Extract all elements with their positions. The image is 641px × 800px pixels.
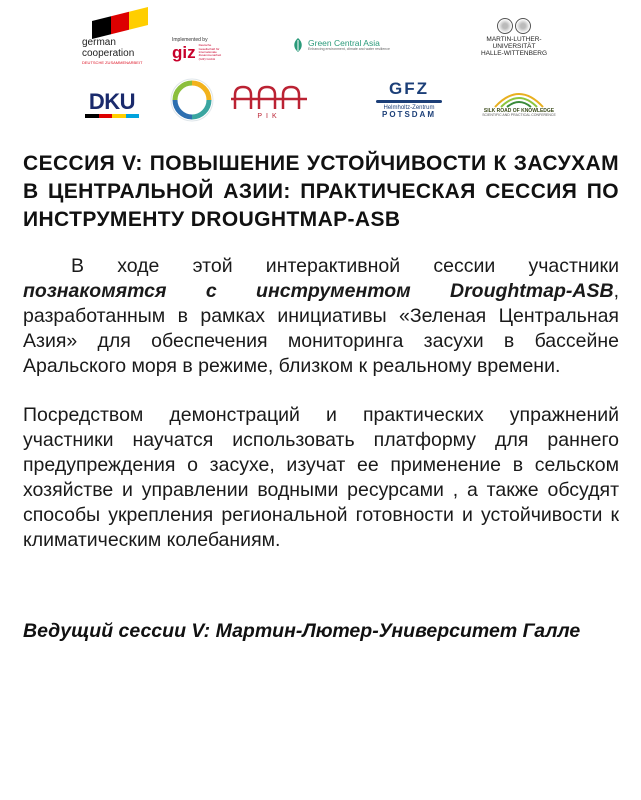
mlu-line1: MARTIN-LUTHER- (486, 36, 542, 44)
german-cooperation-line1: german (82, 37, 116, 49)
ring-emblem-icon (169, 77, 215, 123)
paragraph1-emphasis: познакомятся с инструментом Droughtmap-ASB (23, 280, 614, 302)
silk-road-sub: SCIENTIFIC AND PRACTICAL CONFERENCE (482, 112, 556, 117)
gfz-line2: Helmholtz-Zentrum (383, 105, 435, 112)
sunrise-icon (489, 87, 549, 109)
pik-logo (230, 78, 308, 124)
giz-subtext: Deutsche Gesellschaft für Internationale Zusammenarbeit (GIZ) GmbH (198, 43, 222, 61)
session-title: СЕССИЯ V: ПОВЫШЕНИЕ УСТОЙЧИВОСТИ К ЗАСУХАМ В ЦЕНТРАЛЬНОЙ АЗИИ: ПРАКТИЧЕСКАЯ СЕССИЯ ПО ИНСТРУМЕНТУ DROUGHTMAP-ASB (23, 152, 619, 231)
giz-implemented-by: Implemented by (172, 37, 208, 44)
silk-road-logo (476, 80, 562, 124)
dku-logo (82, 84, 142, 124)
green-central-asia-name: Green Central Asia (308, 37, 380, 48)
german-cooperation-logo (82, 14, 168, 66)
mlu-line3: HALLE-WITTENBERG (480, 49, 548, 57)
mlu-line2: UNIVERSITÄT (492, 43, 536, 51)
german-cooperation-line2: cooperation (82, 47, 135, 59)
gfz-logo (374, 74, 444, 126)
pik-arches-icon (231, 81, 307, 111)
german-flag-icon (92, 7, 148, 39)
pik-wordmark: PIK (257, 113, 281, 121)
gfz-line3: POTSDAM (382, 110, 436, 120)
dku-wordmark: DKU (88, 88, 136, 114)
dku-color-bar (85, 114, 139, 118)
session-activities-paragraph: Посредством демонстраций и практических упражнений участники научатся использовать платформу для раннего предупреждения о засухе, изучат ее применение в сельском хозяйстве и управлении водными ресурсами , а также обсудят способы укрепления региональной готовности и устойчивости к климатическим колебаниям. (23, 404, 619, 551)
leaf-icon (292, 37, 304, 53)
university-seal-icon (497, 18, 531, 34)
silk-road-name: SILK ROAD OF KNOWLEDGE (483, 107, 555, 114)
giz-wordmark: giz (172, 42, 196, 62)
paragraph1-rest: , разработанным в рамках инициативы «Зеленая Центральная Азия» для обеспечения мониторинга засухи в бассейне Аральского моря в режиме, близком к реальному времени. (23, 280, 619, 377)
giz-logo (172, 36, 234, 64)
gfz-wordmark: GFZ (389, 79, 429, 99)
ring-logo (168, 76, 216, 124)
green-central-asia-tagline: Enhancing environment, climate and water resilience (308, 46, 390, 51)
gfz-divider (376, 100, 442, 103)
mlu-logo (472, 12, 556, 64)
session-host: Ведущий сессии V: Мартин-Лютер-Университет Галле (23, 620, 581, 642)
paragraph1-lead: В ходе этой интерактивной сессии участники (71, 255, 619, 277)
session-description-paragraph (23, 254, 619, 379)
german-cooperation-line3: DEUTSCHE ZUSAMMENARBEIT (82, 60, 143, 66)
partner-logos (0, 0, 641, 135)
green-central-asia-logo (292, 34, 412, 56)
session-content (23, 150, 619, 644)
